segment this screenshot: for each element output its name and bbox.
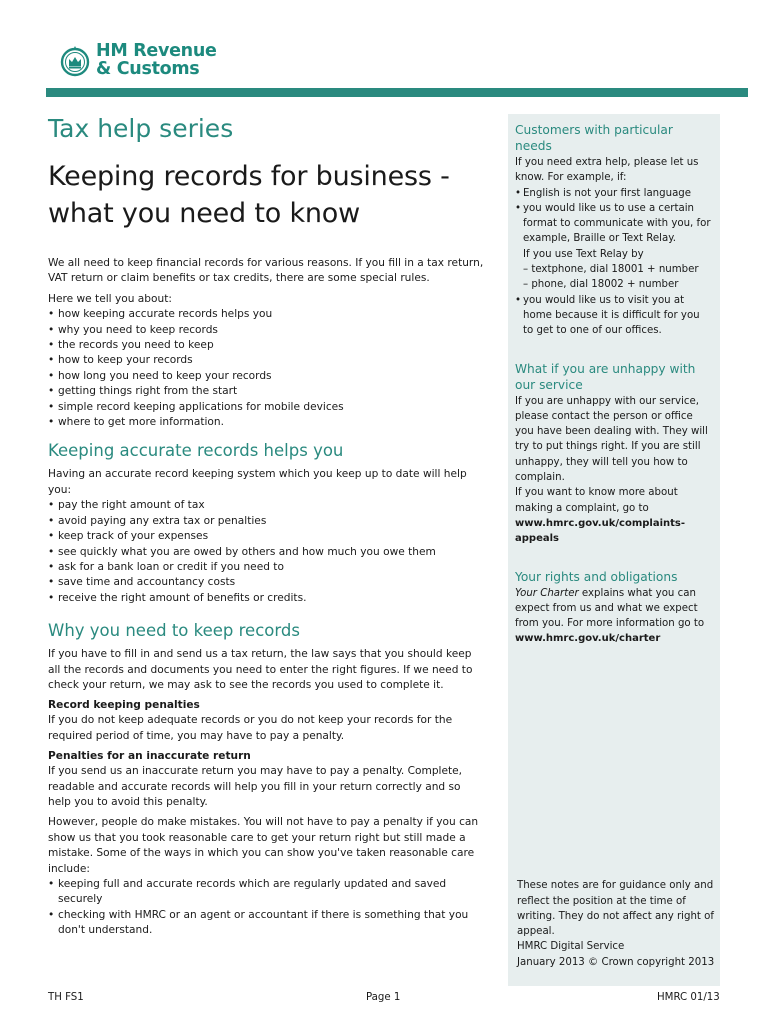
list-item: • how to keep your records bbox=[48, 353, 486, 368]
text-relay-textphone: – textphone, dial 18001 + number bbox=[523, 264, 699, 276]
section1-lead: Having an accurate record keeping system which you keep up to date will help you: bbox=[48, 468, 467, 496]
list-item: • keeping full and accurate records which are regularly updated and saved securely bbox=[48, 877, 486, 908]
list-item: • see quickly what you are owed by others and how much you owe them bbox=[48, 545, 486, 560]
inaccurate-return-paragraph: If you send us an inaccurate return you may have to pay a penalty. Complete, readable and accurate records will help you fill in your return correctly and so help you to avoid this penalty. bbox=[48, 765, 463, 808]
sidebar-heading-particular-needs: Customers with particular needs bbox=[515, 123, 673, 153]
penalties-paragraph: If you do not keep adequate records or you do not keep your records for the required period of time, you may have to pay a penalty. bbox=[48, 714, 453, 742]
series-title: Tax help series bbox=[48, 114, 234, 143]
document-title: Keeping records for business - what you need to know bbox=[48, 161, 450, 229]
guidance-notes bbox=[517, 878, 717, 970]
org-line-2: & Customs bbox=[96, 59, 200, 79]
unhappy-paragraph: If you are unhappy with our service, please contact the person or office you have been dealing with. They will try to put things right. If you are still unhappy, they will tell you how to complain. bbox=[515, 395, 708, 484]
list-item: • receive the right amount of benefits or credits. bbox=[48, 591, 486, 606]
hmrc-logo bbox=[60, 40, 217, 80]
list-item: • where to get more information. bbox=[48, 415, 486, 430]
list-item: • checking with HMRC or an agent or accountant if there is something that you don't understand. bbox=[48, 908, 486, 939]
intro-section bbox=[48, 256, 486, 430]
needs-list bbox=[515, 186, 713, 247]
footer-ref: TH FS1 bbox=[48, 992, 84, 1003]
reasonable-care-list bbox=[48, 877, 486, 939]
list-item: • how long you need to keep your records bbox=[48, 369, 486, 384]
needs-lead: If you need extra help, please let us know. For example, if: bbox=[515, 157, 699, 184]
list-item: • you would like us to use a certain format to communicate with you, for example, Braille or Text Relay. bbox=[515, 201, 713, 247]
mistakes-paragraph: However, people do make mistakes. You will not have to pay a penalty if you can show us that you took reasonable care to get your return right but still made a mistake. Some of the ways in which you can show you've taken reasonable care include: bbox=[48, 816, 479, 875]
org-name bbox=[96, 42, 217, 78]
list-item: • pay the right amount of tax bbox=[48, 498, 486, 513]
charter-text: explains what you can expect from us and what we expect from you. For more information go to bbox=[515, 587, 705, 630]
section-heading-accurate-records: Keeping accurate records helps you bbox=[48, 441, 344, 461]
complaints-link[interactable]: www.hmrc.gov.uk/complaints-appeals bbox=[515, 517, 686, 545]
charter-paragraph bbox=[515, 586, 713, 632]
penalties-subheading: Record keeping penalties bbox=[48, 699, 200, 712]
text-relay-phone: – phone, dial 18002 + number bbox=[523, 279, 679, 291]
crown-crest-icon bbox=[60, 40, 90, 80]
org-line-1: HM Revenue bbox=[96, 41, 217, 61]
text-relay-lead: If you use Text Relay by bbox=[523, 248, 644, 260]
list-item: • ask for a bank loan or credit if you need to bbox=[48, 560, 486, 575]
header-rule bbox=[46, 88, 748, 97]
list-item: • English is not your first language bbox=[515, 186, 713, 201]
list-item: • how keeping accurate records helps you bbox=[48, 307, 486, 322]
about-lead: Here we tell you about: bbox=[48, 292, 172, 305]
list-item: • getting things right from the start bbox=[48, 384, 486, 399]
section-heading-why-keep-records: Why you need to keep records bbox=[48, 621, 300, 641]
list-item: • save time and accountancy costs bbox=[48, 575, 486, 590]
sidebar-heading-unhappy: What if you are unhappy with our service bbox=[515, 361, 696, 392]
list-item: • keep track of your expenses bbox=[48, 529, 486, 544]
list-item: • you would like us to visit you at home because it is difficult for you to get to one of our offices. bbox=[515, 293, 713, 339]
complaint-paragraph: If you want to know more about making a complaint, go to bbox=[515, 487, 678, 514]
list-item: • why you need to keep records bbox=[48, 323, 486, 338]
sidebar-heading-rights: Your rights and obligations bbox=[515, 569, 678, 584]
page-number: Page 1 bbox=[366, 992, 401, 1003]
list-item: • the records you need to keep bbox=[48, 338, 486, 353]
footer-code: HMRC 01/13 bbox=[657, 992, 720, 1003]
intro-paragraph: We all need to keep financial records for various reasons. If you fill in a tax return, VAT return or claim benefits or tax credits, there are some special rules. bbox=[48, 257, 484, 285]
section1-list bbox=[48, 498, 486, 606]
sidebar-panel bbox=[508, 114, 720, 986]
notes-service: HMRC Digital Service bbox=[517, 941, 625, 953]
notes-copyright: January 2013 © Crown copyright 2013 bbox=[517, 956, 715, 968]
list-item: • avoid paying any extra tax or penalties bbox=[48, 514, 486, 529]
about-list bbox=[48, 307, 486, 430]
charter-link[interactable]: www.hmrc.gov.uk/charter bbox=[515, 633, 661, 645]
main-column bbox=[48, 110, 486, 945]
section2-paragraph: If you have to fill in and send us a tax return, the law says that you should keep all the records and documents you need to enter the right figures. If we need to check your return, we may ask to see the records you used to complete it. bbox=[48, 648, 473, 691]
notes-disclaimer: These notes are for guidance only and reflect the position at the time of writing. They do not affect any right of appeal. bbox=[517, 880, 714, 938]
charter-title: Your Charter bbox=[515, 587, 579, 599]
inaccurate-return-subheading: Penalties for an inaccurate return bbox=[48, 750, 251, 763]
needs-list-cont bbox=[515, 293, 713, 339]
list-item: • simple record keeping applications for mobile devices bbox=[48, 400, 486, 415]
